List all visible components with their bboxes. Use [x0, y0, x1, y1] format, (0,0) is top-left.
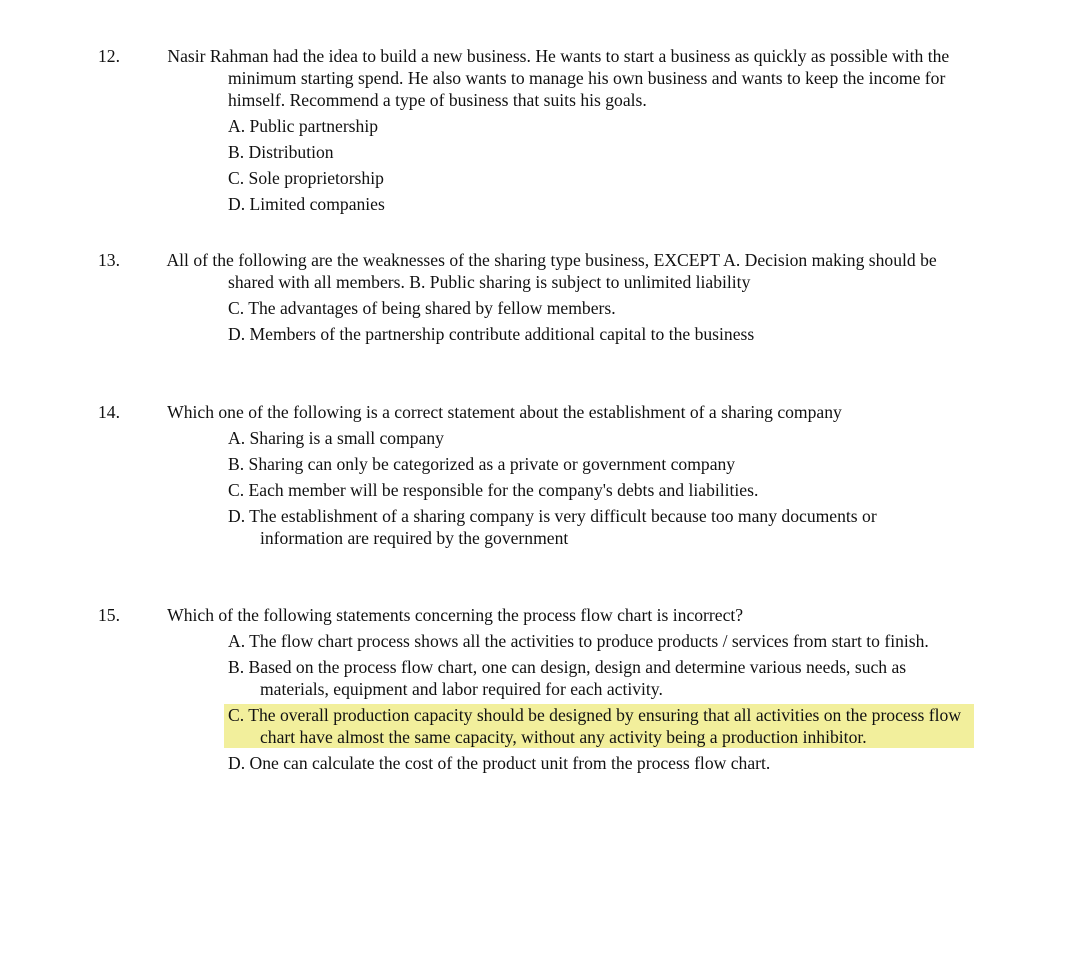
option-a: A. Public partnership [228, 116, 379, 136]
option-c-highlighted: C. The overall production capacity should be designed by ensuring that all activities on the process flow chart have almost the same capacity, without any activity being a production inhibitor. [224, 704, 974, 748]
option-c: C. Sole proprietorship [228, 168, 384, 188]
option-c: C. Each member will be responsible for the company's debts and liabilities. [228, 480, 759, 500]
question-13 [98, 249, 963, 345]
option-list [163, 115, 963, 215]
question-stem: 12. Nasir Rahman had the idea to build a new business. He wants to start a business as quickly as possible with the minimum starting spend. He also wants to manage his own business and wants to keep the income for himself. Recommend a type of business that suits his goals. [98, 46, 950, 110]
option-c: C. The advantages of being shared by fellow members. [228, 298, 616, 318]
option-d: D. Limited companies [228, 194, 385, 214]
option-list [163, 427, 963, 549]
option-d: D. Members of the partnership contribute additional capital to the business [228, 324, 755, 344]
question-text: All of the following are the weaknesses of the sharing type business, EXCEPT A. Decision making should be shared with all members. B. Public sharing is subject to unlimited liability [166, 250, 937, 292]
option-list [163, 630, 963, 774]
question-text: Nasir Rahman had the idea to build a new business. He wants to start a business as quickly as possible with the minimum starting spend. He also wants to manage his own business and wants to keep the income for himself. Recommend a type of business that suits his goals. [167, 46, 950, 110]
question-text: Which of the following statements concerning the process flow chart is incorrect? [167, 605, 744, 625]
option-d: D. One can calculate the cost of the product unit from the process flow chart. [228, 753, 771, 773]
question-14 [98, 401, 963, 549]
option-b: B. Based on the process flow chart, one can design, design and determine various needs, such as materials, equipment and labor required for each activity. [228, 657, 907, 699]
question-12 [98, 45, 963, 215]
question-stem: 15. Which of the following statements concerning the process flow chart is incorrect? [98, 605, 744, 625]
option-d: D. The establishment of a sharing company is very difficult because too many documents or information are required by the government [228, 506, 877, 548]
option-b: B. Distribution [228, 142, 334, 162]
question-15 [98, 604, 963, 774]
question-text: Which one of the following is a correct statement about the establishment of a sharing company [167, 402, 842, 422]
question-stem: 13. All of the following are the weaknesses of the sharing type business, EXCEPT A. Decision making should be shared with all members. B. Public sharing is subject to unlimited liability [98, 250, 937, 292]
option-a: A. Sharing is a small company [228, 428, 444, 448]
option-b: B. Sharing can only be categorized as a private or government company [228, 454, 736, 474]
option-a: A. The flow chart process shows all the activities to produce products / services from start to finish. [228, 631, 929, 651]
question-stem: 14. Which one of the following is a correct statement about the establishment of a sharing company [98, 402, 842, 422]
option-list [163, 297, 963, 345]
